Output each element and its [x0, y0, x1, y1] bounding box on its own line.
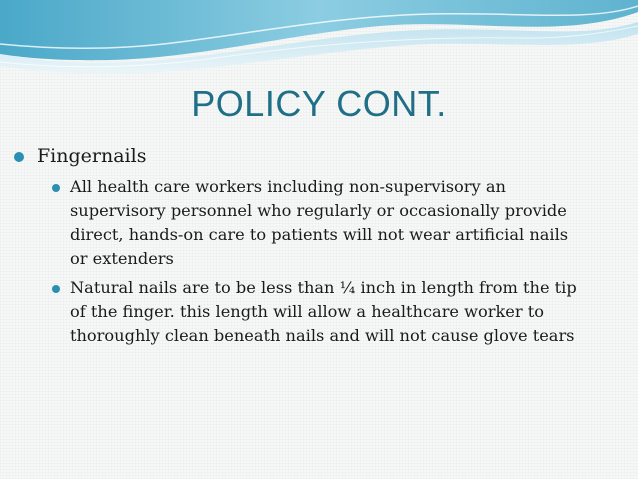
bullet-dot-icon [14, 152, 24, 162]
sub-bullet-item [0, 175, 585, 271]
bullet-text: Fingernails [37, 145, 147, 167]
bullet-item [0, 143, 638, 169]
slide-content [0, 143, 638, 353]
sub-bullet-text: All health care workers including non-supervisory an supervisory personnel who regularly or occasionally provide direct, hands-on care to patients will not wear artificial nails or extenders [70, 177, 569, 268]
header-wave-decoration [0, 0, 638, 80]
bullet-dot-icon [52, 184, 60, 192]
sub-bullet-item [0, 276, 585, 348]
slide-title: POLICY CONT. [191, 83, 447, 124]
sub-bullet-text: Natural nails are to be less than ¼ inch in length from the tip of the finger. this length will allow a healthcare worker to thoroughly clean beneath nails and will not cause glove tears [70, 278, 577, 345]
bullet-dot-icon [52, 285, 60, 293]
